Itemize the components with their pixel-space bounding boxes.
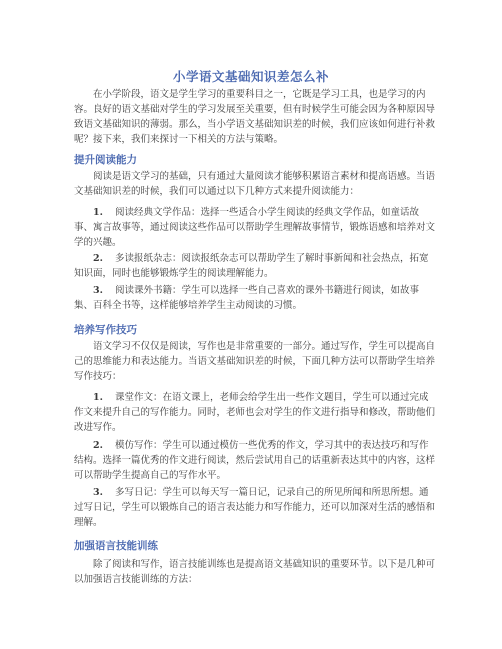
list-item-number: 3. xyxy=(93,487,103,498)
list-item-text: 模仿写作：学生可以通过模仿一些优秀的作文，学习其中的表达技巧和写作结构。选择一篇优秀的作文进行阅读，然后尝试用自己的话重新表达其中的内容，这样可以帮助学生提高自己的写作水平。 xyxy=(74,440,436,481)
list-item-text: 阅读经典文学作品：选择一些适合小学生阅读的经典文学作品，如童话故事、寓言故事等，通过阅读这些作品可以帮助学生理解故事情节，锻炼语感和培养对文学的兴趣。 xyxy=(74,207,436,248)
list-item-text: 阅读课外书籍：学生可以选择一些自己喜欢的课外书籍进行阅读，如故事集、百科全书等，这样能够培养学生主动阅读的习惯。 xyxy=(74,285,420,311)
list-item xyxy=(74,205,436,250)
list-item-text: 多写日记：学生可以每天写一篇日记，记录自己的所见所闻和所思所想。通过写日记，学生可以锻炼自己的语言表达能力和写作能力，还可以加深对生活的感悟和理解。 xyxy=(74,487,436,528)
section-heading-language-skills: 加强语言技能训练 xyxy=(74,540,158,552)
list-item xyxy=(74,485,436,530)
list-item-number: 2. xyxy=(93,253,103,264)
section-heading-reading: 提升阅读能力 xyxy=(74,154,137,166)
list-item xyxy=(74,251,436,281)
list-item xyxy=(74,438,436,483)
section-heading-writing: 培养写作技巧 xyxy=(74,324,137,336)
list-item-text: 课堂作文：在语文课上，老师会给学生出一些作文题目，学生可以通过完成作文来提升自己的写作能力。同时，老师也会对学生的作文进行指导和修改，帮助他们改进写作。 xyxy=(74,392,436,433)
list-item-number: 1. xyxy=(93,207,103,218)
section-paragraph-reading: 阅读是语文学习的基础，只有通过大量阅读才能够积累语言素材和提高语感。当语文基础知识差的时候，我们可以通过以下几种方式来提升阅读能力： xyxy=(74,171,436,197)
section-paragraph-writing: 语文学习不仅仅是阅读，写作也是非常重要的一部分。通过写作，学生可以提高自己的思维能力和表达能力。当语文基础知识差的时候，下面几种方法可以帮助学生培养写作技巧： xyxy=(74,341,436,382)
list-item xyxy=(74,390,436,435)
list-item-number: 2. xyxy=(93,440,103,451)
list-item-text: 多读报纸杂志：阅读报纸杂志可以帮助学生了解时事新闻和社会热点，拓宽知识面，同时也能够锻炼学生的阅读理解能力。 xyxy=(74,253,429,279)
list-item xyxy=(74,283,436,313)
intro-paragraph: 在小学阶段，语文是学生学习的重要科目之一，它既是学习工具，也是学习的内容。良好的语文基础对学生的学习发展至关重要，但有时候学生可能会因为各种原因导致语文基础知识的薄弱。那么，当小学语文基础知识差的时候，我们应该如何进行补救呢？接下来，我们来探讨一下相关的方法与策略。 xyxy=(74,89,436,145)
list-item-number: 1. xyxy=(93,392,103,403)
section-paragraph-language-skills: 除了阅读和写作，语言技能训练也是提高语文基础知识的重要环节。以下是几种可以加强语言技能训练的方法： xyxy=(74,559,436,585)
document-title: 小学语文基础知识差怎么补 xyxy=(172,69,329,84)
list-item-number: 3. xyxy=(93,285,103,296)
